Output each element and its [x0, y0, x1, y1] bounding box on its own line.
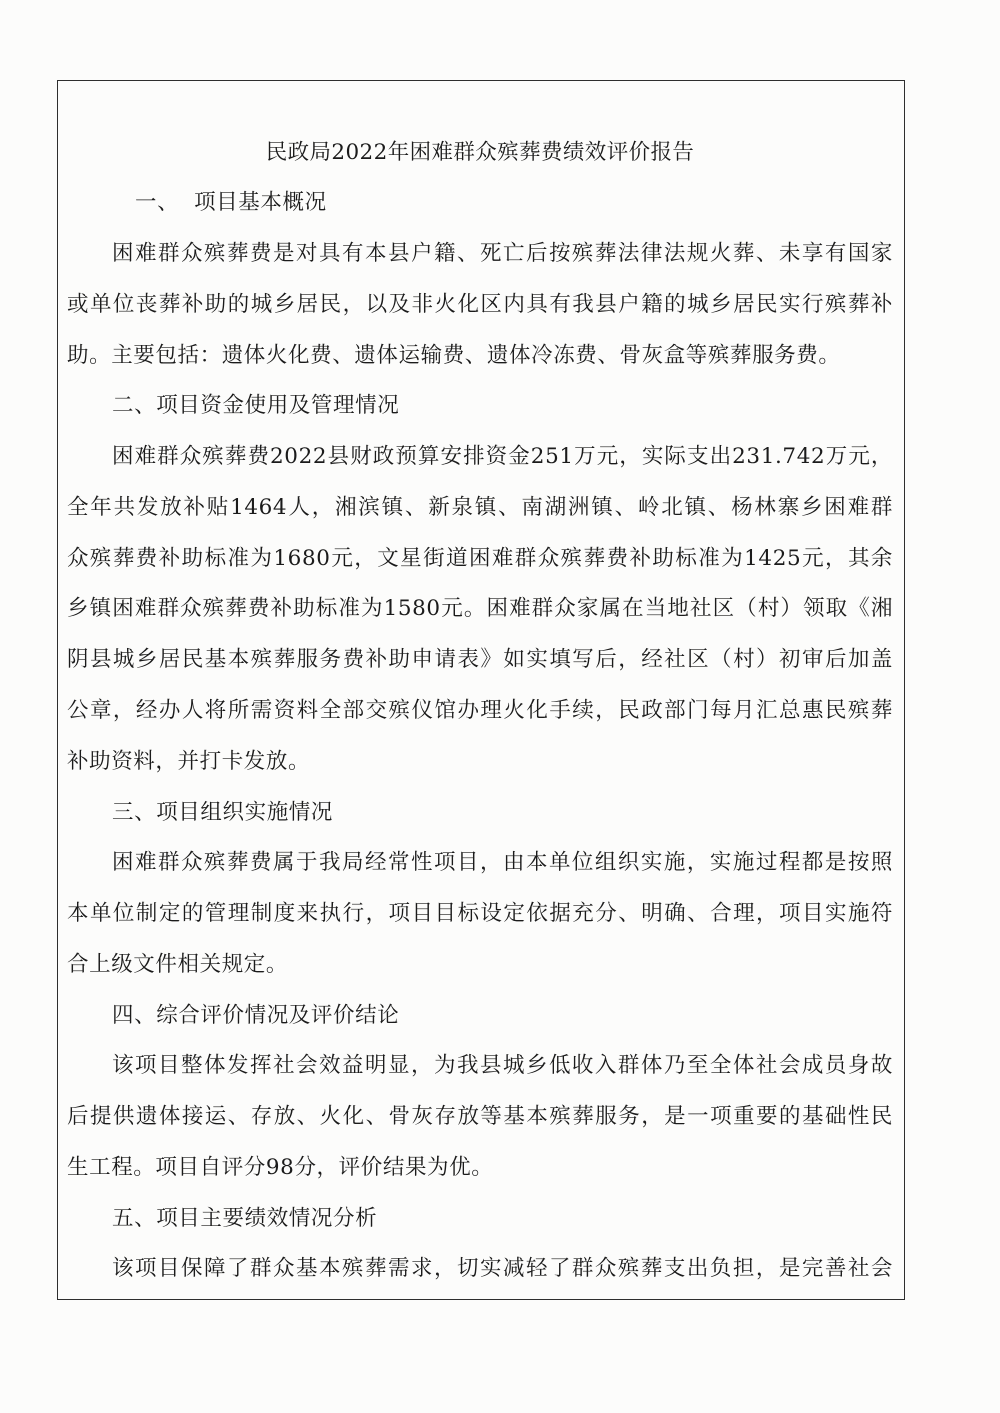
section-heading: 二、项目资金使用及管理情况 [112, 393, 400, 419]
section [67, 788, 893, 991]
section [67, 1194, 893, 1296]
paragraph-line: 困难群众殡葬费是对具有本县户籍、死亡后按殡葬法律法规火葬、未享有国家 [112, 241, 893, 267]
paragraph-line: 该项目整体发挥社会效益明显，为我县城乡低收入群体乃至全体社会成员身故 [112, 1053, 893, 1079]
document-body [67, 128, 893, 1296]
paragraph-line: 或单位丧葬补助的城乡居民，以及非火化区内具有我县户籍的城乡居民实行殡葬补 [67, 291, 893, 317]
paragraph-line: 困难群众殡葬费属于我局经常性项目，由本单位组织实施，实施过程都是按照 [112, 850, 893, 876]
paragraph-line: 生工程。项目自评分98分，评价结果为优。 [67, 1154, 494, 1180]
section [67, 178, 893, 381]
paragraph-line: 困难群众殡葬费2022县财政预算安排资金251万元，实际支出231.742万元， [112, 444, 893, 470]
paragraph-line: 众殡葬费补助标准为1680元，文星街道困难群众殡葬费补助标准为1425元，其余 [67, 545, 893, 571]
section-heading: 一、 项目基本概况 [135, 190, 327, 216]
section-heading: 四、综合评价情况及评价结论 [112, 1002, 400, 1028]
paragraph-line: 阴县城乡居民基本殡葬服务费补助申请表》如实填写后，经社区（村）初审后加盖 [67, 647, 893, 673]
document-title: 民政局2022年困难群众殡葬费绩效评价报告 [265, 139, 695, 165]
section-heading: 三、项目组织实施情况 [112, 799, 334, 825]
paragraph-line: 本单位制定的管理制度来执行，项目目标设定依据充分、明确、合理，项目实施符 [67, 901, 893, 927]
paragraph-line: 合上级文件相关规定。 [67, 951, 289, 977]
paragraph-line: 后提供遗体接运、存放、火化、骨灰存放等基本殡葬服务，是一项重要的基础性民 [67, 1104, 893, 1130]
paragraph-line: 该项目保障了群众基本殡葬需求，切实减轻了群众殡葬支出负担，是完善社会 [112, 1256, 893, 1282]
paragraph-line: 乡镇困难群众殡葬费补助标准为1580元。困难群众家属在当地社区（村）领取《湘 [67, 596, 893, 622]
section [67, 991, 893, 1194]
section-heading: 五、项目主要绩效情况分析 [112, 1205, 378, 1231]
paragraph-line: 助。主要包括：遗体火化费、遗体运输费、遗体冷冻费、骨灰盒等殡葬服务费。 [67, 342, 841, 368]
paragraph-line: 公章，经办人将所需资料全部交殡仪馆办理火化手续，民政部门每月汇总惠民殡葬 [67, 698, 893, 724]
paragraph-line: 补助资料，并打卡发放。 [67, 748, 311, 774]
section [67, 381, 893, 787]
paragraph-line: 全年共发放补贴1464人，湘滨镇、新泉镇、南湖洲镇、岭北镇、杨林寨乡困难群 [67, 494, 893, 520]
